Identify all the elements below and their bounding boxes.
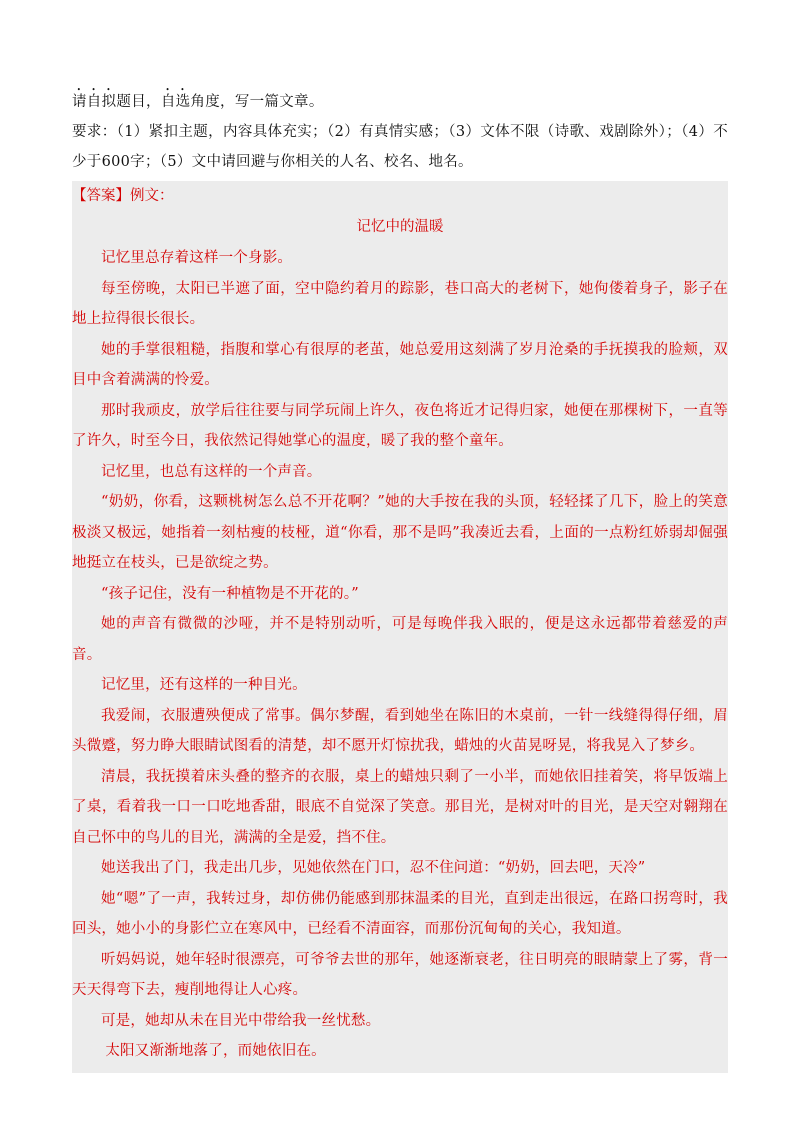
essay-paragraph: 她“嗯”了一声，我转过身，却仿佛仍能感到那抹温柔的目光，直到走出很远，在路口拐弯时，我回头，她小小的身影伫立在寒风中，已经看不清面容，而那份沉甸甸的关心，我知道。 <box>72 890 728 937</box>
answer-header <box>72 181 728 211</box>
essay-paragraph: “奶奶，你看，这颗桃树怎么总不开花啊？”她的大手按在我的头顶，轻轻揉了几下，脸上的笑意极淡又极远，她指着一刻枯瘦的枝桠，道“你看，那不是吗”我凑近去看，上面的一点粉红娇弱却倔强地挺立在枝头，已是欲绽之势。 <box>72 494 728 571</box>
answer-label: 例文： <box>130 188 174 204</box>
prompt-requirements: 要求：（1）紧扣主题，内容具体充实；（2）有真情实感；（3）文体不限（诗歌、戏剧除外）；（4）不少于600字；（5）文中请回避与你相关的人名、校名、地名。 <box>72 124 728 170</box>
essay-paragraph: 每至傍晚，太阳已半遮了面，空中隐约着月的踪影，巷口高大的老树下，她佝偻着身子，影子在地上拉得很长很长。 <box>72 280 728 327</box>
essay-title: 记忆中的温暖 <box>356 219 444 235</box>
essay-paragraph: “孩子记住，没有一种植物是不开花的。” <box>101 585 359 602</box>
essay-paragraph: 太阳又渐渐地落了，而她依旧在。 <box>105 1043 326 1059</box>
essay-paragraph: 可是，她却从未在目光中带给我一丝忧愁。 <box>101 1012 381 1029</box>
answer-tag: 【答案】 <box>72 188 130 204</box>
emphasis-text: 请自拟 <box>72 94 117 110</box>
prompt-instruction <box>72 86 728 117</box>
essay-paragraph: 她送我出了门，我走出几步，见她依然在门口，忍不住问道：“奶奶，回去吧，天冷” <box>101 860 646 876</box>
answer-section <box>72 181 728 1073</box>
essay-paragraph: 记忆里总存着这样一个身影。 <box>101 250 293 266</box>
prompt-text: 角度，写一篇文章。 <box>190 94 324 110</box>
prompt-text: 题目， <box>116 94 161 110</box>
document-page <box>72 86 728 1073</box>
essay-paragraph: 她的手掌很粗糙，指腹和掌心有很厚的老茧，她总爱用这刻满了岁月沧桑的手抚摸我的脸颊，双目中含着满满的怜爱。 <box>72 341 728 388</box>
essay-paragraph: 听妈妈说，她年轻时很漂亮，可爷爷去世的那年，她逐渐衰老，往日明亮的眼睛蒙上了雾，背一天天得弯下去，瘦削地得让人心疼。 <box>72 951 728 998</box>
essay-paragraph: 记忆里，还有这样的一种目光。 <box>101 677 307 693</box>
essay-paragraph: 她的声音有微微的沙哑，并不是特别动听，可是每晚伴我入眠的，便是这永远都带着慈爱的声音。 <box>72 616 728 663</box>
essay-paragraph: 清晨，我抚摸着床头叠的整齐的衣服，桌上的蜡烛只剩了一小半，而她依旧挂着笑，将早饭端上了桌，看着我一口一口吃地香甜，眼底不自觉深了笑意。那目光，是树对叶的目光，是天空对翱翔在自己怀中的鸟儿的目光，满满的全是爱，挡不住。 <box>72 768 728 846</box>
emphasis-text: 自选 <box>160 94 191 110</box>
essay-paragraph: 那时我顽皮，放学后往往要与同学玩闹上许久，夜色将近才记得归家，她便在那棵树下，一直等了许久，时至今日，我依然记得她掌心的温度，暖了我的整个童年。 <box>72 402 728 449</box>
essay-paragraph: 记忆里，也总有这样的一个声音。 <box>101 463 322 480</box>
essay-paragraph: 我爱闹，衣服遭殃便成了常事。偶尔梦醒，看到她坐在陈旧的木桌前，一针一线缝得得仔细，眉头微蹙，努力睁大眼睛试图看的清楚，却不愿开灯惊扰我，蜡烛的火苗晃呀晃，将我晃入了梦乡。 <box>72 707 728 754</box>
